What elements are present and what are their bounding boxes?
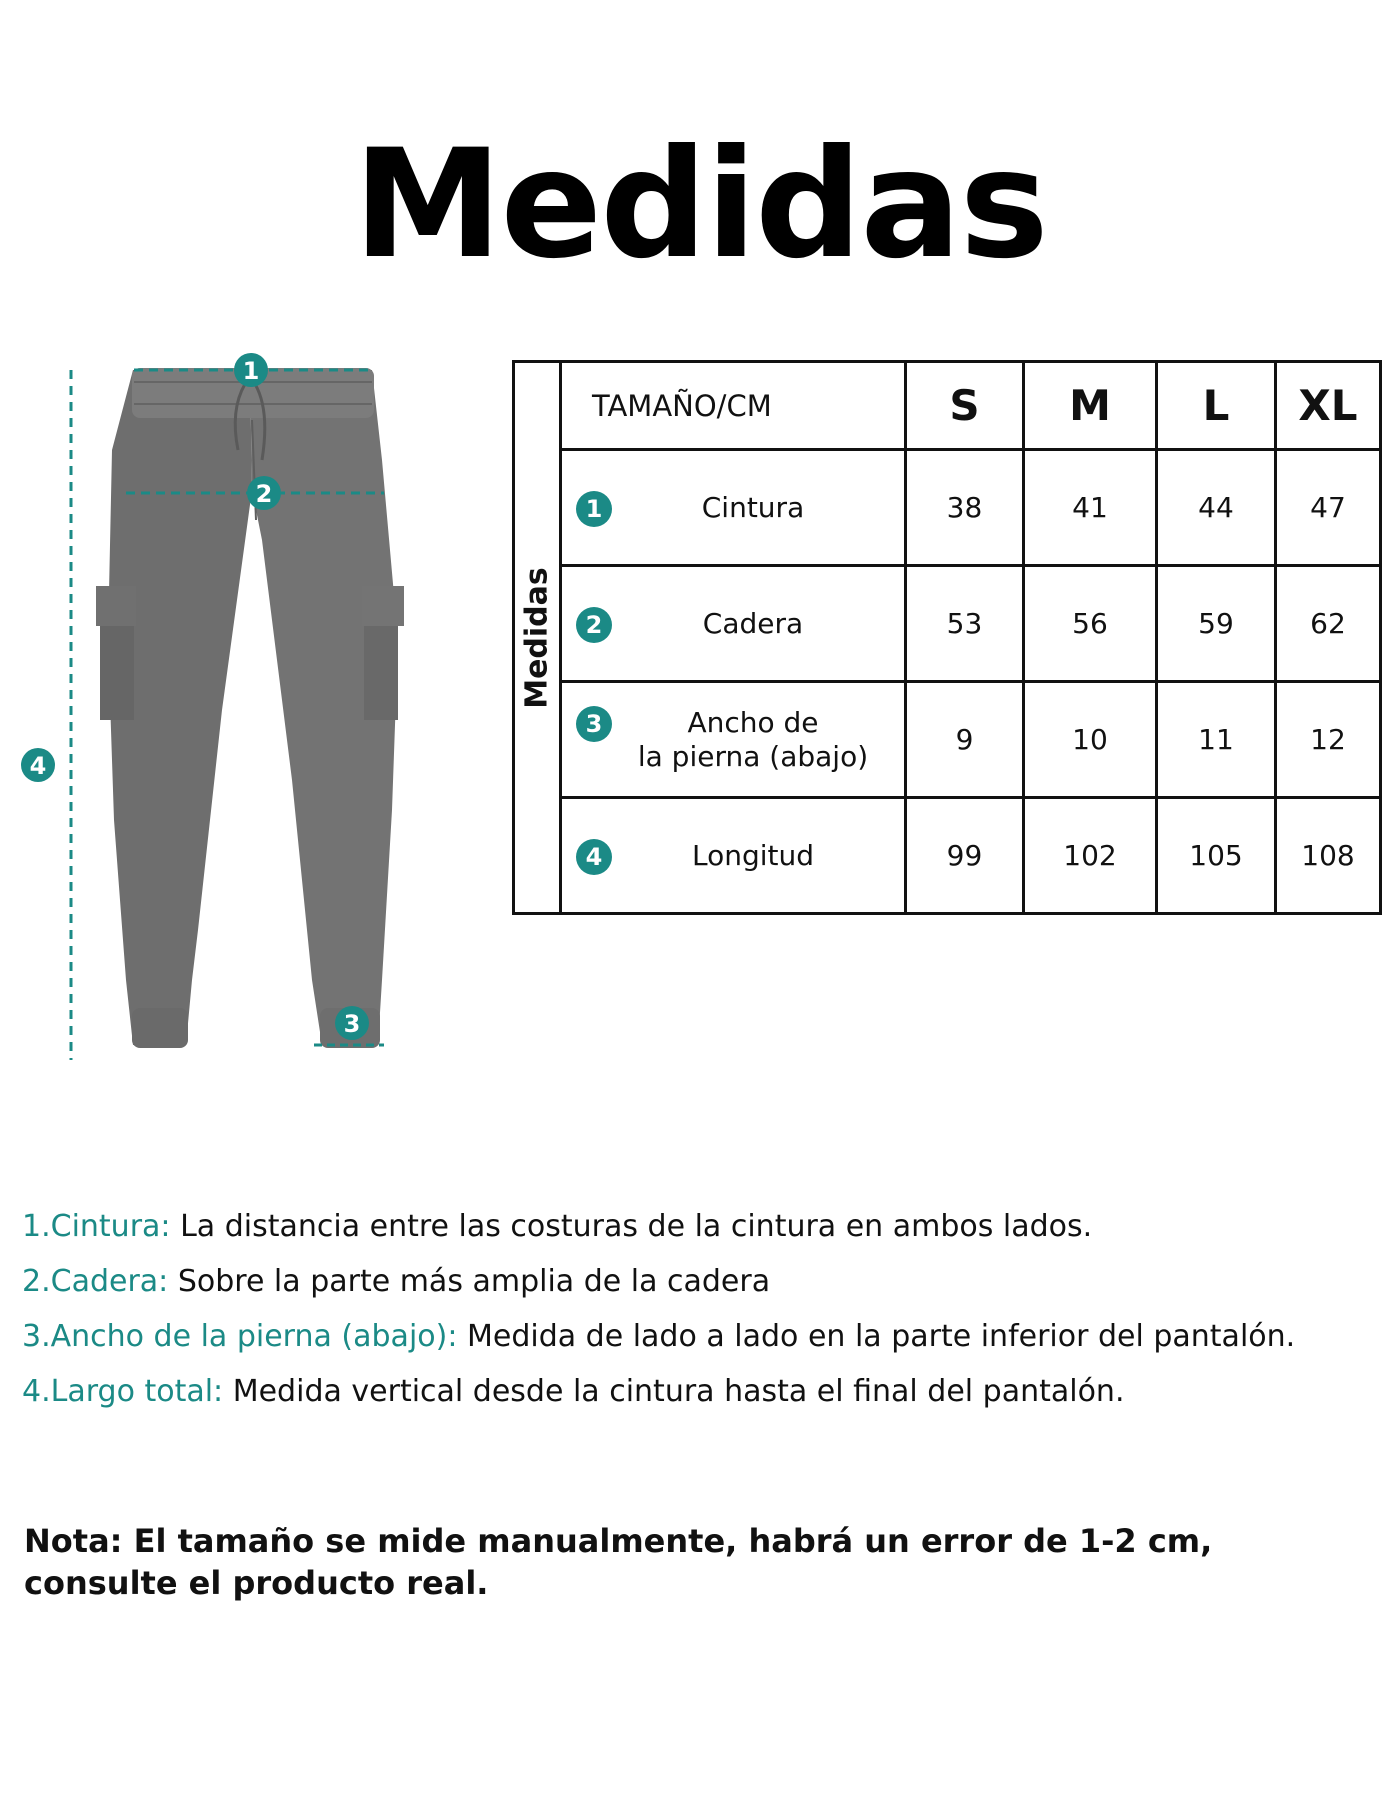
svg-text:1: 1 xyxy=(242,357,260,385)
pants-diagram xyxy=(0,340,440,1100)
side-label: Medidas xyxy=(519,566,555,709)
table-row xyxy=(514,450,1381,566)
note-cadera xyxy=(22,1263,1392,1301)
header-size-m: M xyxy=(1024,362,1157,450)
value-cell: 56 xyxy=(1024,566,1157,682)
table-row xyxy=(514,566,1381,682)
value-cell: 38 xyxy=(906,450,1024,566)
note-text: La distancia entre las costuras de la cintura en ambos lados. xyxy=(180,1209,1093,1244)
row-label-text: Longitud xyxy=(691,838,815,872)
note-text: Medida de lado a lado en la parte inferior del pantalón. xyxy=(467,1319,1296,1354)
svg-text:4: 4 xyxy=(29,752,47,780)
row-label-text: Cadera xyxy=(702,606,804,640)
svg-text:2: 2 xyxy=(255,480,273,508)
marker-2 xyxy=(247,476,281,510)
value-cell: 44 xyxy=(1157,450,1276,566)
value-cell: 9 xyxy=(906,682,1024,798)
note-largo-total xyxy=(22,1373,1392,1411)
size-table-wrapper xyxy=(512,360,1382,915)
svg-text:3: 3 xyxy=(343,1010,361,1038)
size-table xyxy=(512,360,1382,915)
measurement-notes xyxy=(22,1208,1392,1428)
row-label-text: Cintura xyxy=(701,490,805,524)
number-badge: 2 xyxy=(576,607,612,643)
note-cintura xyxy=(22,1208,1392,1246)
row-label-line-2: la pierna (abajo) xyxy=(637,739,869,773)
table-row xyxy=(514,682,1381,798)
value-cell: 108 xyxy=(1276,798,1381,914)
value-cell: 99 xyxy=(906,798,1024,914)
marker-3 xyxy=(335,1006,369,1040)
row-label-line-1: Ancho de xyxy=(687,705,819,739)
value-cell: 10 xyxy=(1024,682,1157,798)
value-cell: 59 xyxy=(1157,566,1276,682)
note-key: 2.Cadera: xyxy=(22,1264,169,1299)
marker-1 xyxy=(234,353,268,387)
header-size-xl: XL xyxy=(1276,362,1381,450)
row-label-text xyxy=(562,706,904,774)
header-size-s: S xyxy=(906,362,1024,450)
note-key: 3.Ancho de la pierna (abajo): xyxy=(22,1319,458,1354)
value-cell: 12 xyxy=(1276,682,1381,798)
value-cell: 62 xyxy=(1276,566,1381,682)
number-badge: 1 xyxy=(576,491,612,527)
table-header-row xyxy=(514,362,1381,450)
disclaimer-line-1: Nota: El tamaño se mide manualmente, habrá un error de 1-2 cm, xyxy=(24,1522,1213,1560)
note-key: 4.Largo total: xyxy=(22,1374,224,1409)
marker-4 xyxy=(21,748,55,782)
value-cell: 105 xyxy=(1157,798,1276,914)
row-label-cintura xyxy=(561,450,906,566)
note-key: 1.Cintura: xyxy=(22,1209,171,1244)
disclaimer-line-2: consulte el producto real. xyxy=(24,1564,489,1602)
header-size-l: L xyxy=(1157,362,1276,450)
number-badge: 3 xyxy=(576,706,612,742)
row-label-ancho-pierna xyxy=(561,682,906,798)
row-label-longitud xyxy=(561,798,906,914)
note-text: Medida vertical desde la cintura hasta el final del pantalón. xyxy=(232,1374,1125,1409)
note-ancho-pierna xyxy=(22,1318,1392,1356)
cuff-left xyxy=(132,1008,188,1048)
pants-illustration xyxy=(0,340,440,1100)
table-row xyxy=(514,798,1381,914)
row-label-cadera xyxy=(561,566,906,682)
value-cell: 102 xyxy=(1024,798,1157,914)
disclaimer-note xyxy=(24,1520,1324,1604)
note-text: Sobre la parte más amplia de la cadera xyxy=(177,1264,771,1299)
header-size-unit: TAMAÑO/CM xyxy=(561,362,906,450)
value-cell: 11 xyxy=(1157,682,1276,798)
page-title: Medidas xyxy=(353,118,1047,292)
value-cell: 53 xyxy=(906,566,1024,682)
number-badge: 4 xyxy=(576,839,612,875)
value-cell: 47 xyxy=(1276,450,1381,566)
value-cell: 41 xyxy=(1024,450,1157,566)
side-label-cell xyxy=(514,362,561,914)
